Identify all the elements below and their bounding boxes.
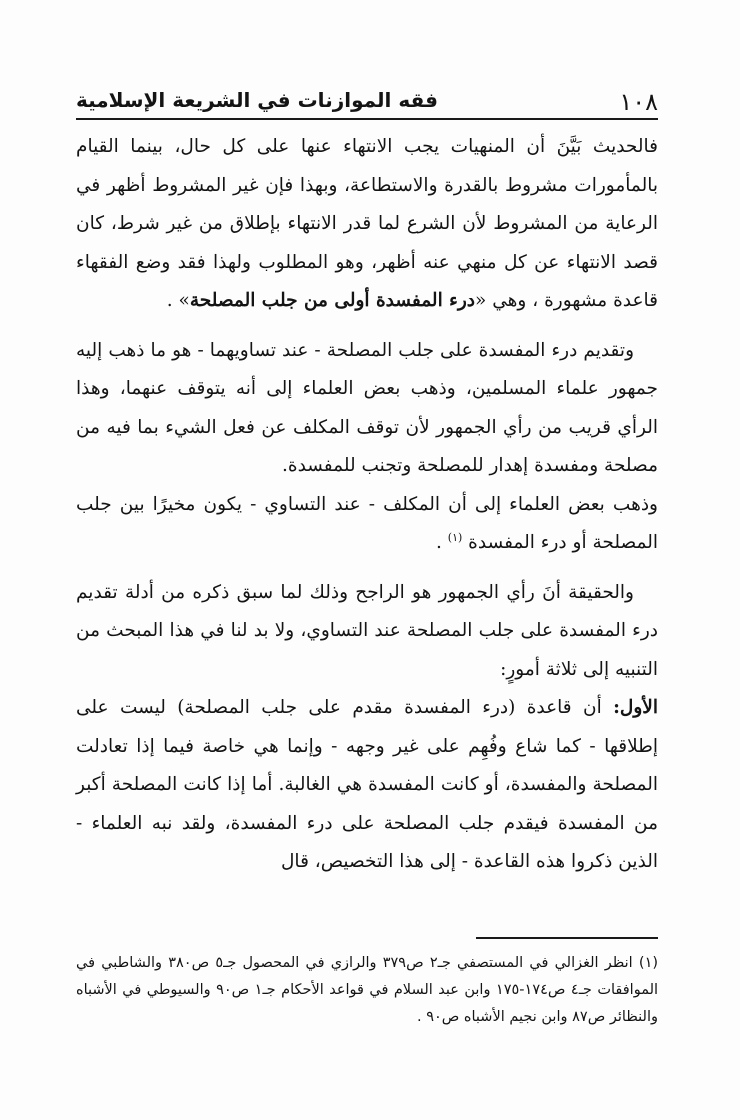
footnote-ref: (١) xyxy=(447,530,463,544)
paragraph-4: والحقيقة أنَ رأي الجمهور هو الراجح وذلك لما سبق ذكره من أدلة تقديم درء المفسدة على جلب المصلحة عند التساوي، ولا بد لنا في هذا المبحث من التنبيه إلى ثلاثة أمورٍ: xyxy=(76,581,658,680)
header-rule xyxy=(76,118,658,120)
footnote-1: (١) انظر الغزالي في المستصفي جـ٢ ص٣٧٩ والرازي في المحصول جـ٥ ص٣٨٠ والشاطبي في الموافقات جـ٤ ص١٧٤-١٧٥ وابن عبد السلام في قواعد الأحكام جـ١ ص٩٠ والسيوطي في الأشباه والنظائر ص٨٧ وابن نجيم الأشباه ص٩٠ . xyxy=(76,955,659,1025)
footnotes xyxy=(76,950,658,1031)
paragraph-3: وذهب بعض العلماء إلى أن المكلف - عند التساوي - يكون مخيرًا بين جلب المصلحة أو درء المفسدة $^{(١)}$ . xyxy=(76,493,658,553)
footnote-separator xyxy=(476,937,658,939)
paragraph-1: فالحديث بَيَّنَ أن المنهيات يجب الانتهاء عنها على كل حال، بينما القيام بالمأمورات مشروط بالقدرة والاستطاعة، وبهذا فإن غير المشروط أظهر في الرعاية من المشروط لأن الشرع لما قدر الانتهاء بإطلاق من غير شرط، كان قصد الانتهاء عن كل منهي عنه أظهر، وهو المطلوب ولهذا فقد وضع الفقهاء قاعدة مشهورة ، وهي «درء المفسدة أولى من جلب المصلحة» . xyxy=(76,136,658,311)
page-header xyxy=(76,80,658,120)
fiqh-rule-bold: درء المفسدة أولى من جلب المصلحة xyxy=(189,290,476,311)
paragraph-2: وتقديم درء المفسدة على جلب المصلحة - عند تساويهما - هو ما ذهب إليه جمهور علماء المسلمين، وذهب بعض العلماء إلى أنه يتوقف عنهما، وهذا الرأي قريب من رأي الجمهور لأن توقف المكلف عن فعل الشيء بما فيه من مصلحة ومفسدة إهدار للمصلحة وتجنب للمفسدة. xyxy=(76,339,658,476)
point-one-label: الأول: xyxy=(613,697,658,718)
running-title: فقه الموازنات في الشريعة الإسلامية xyxy=(76,88,438,112)
main-text xyxy=(76,128,658,882)
page-number: ١٠٨ xyxy=(619,88,658,116)
paragraph-5: الأول: أن قاعدة (درء المفسدة مقدم على جلب المصلحة) ليست على إطلاقها - كما شاع وفُهِم على غير وجهه - وإنما هي خاصة فيما إذا تعادلت المصلحة والمفسدة، أو كانت المفسدة هي الغالبة. أما إذا كانت المصلحة أكبر من المفسدة فيقدم جلب المصلحة على درء المفسدة، ولقد نبه العلماء - الذين ذكروا هذه القاعدة - إلى هذا التخصيص، قال xyxy=(76,697,658,872)
